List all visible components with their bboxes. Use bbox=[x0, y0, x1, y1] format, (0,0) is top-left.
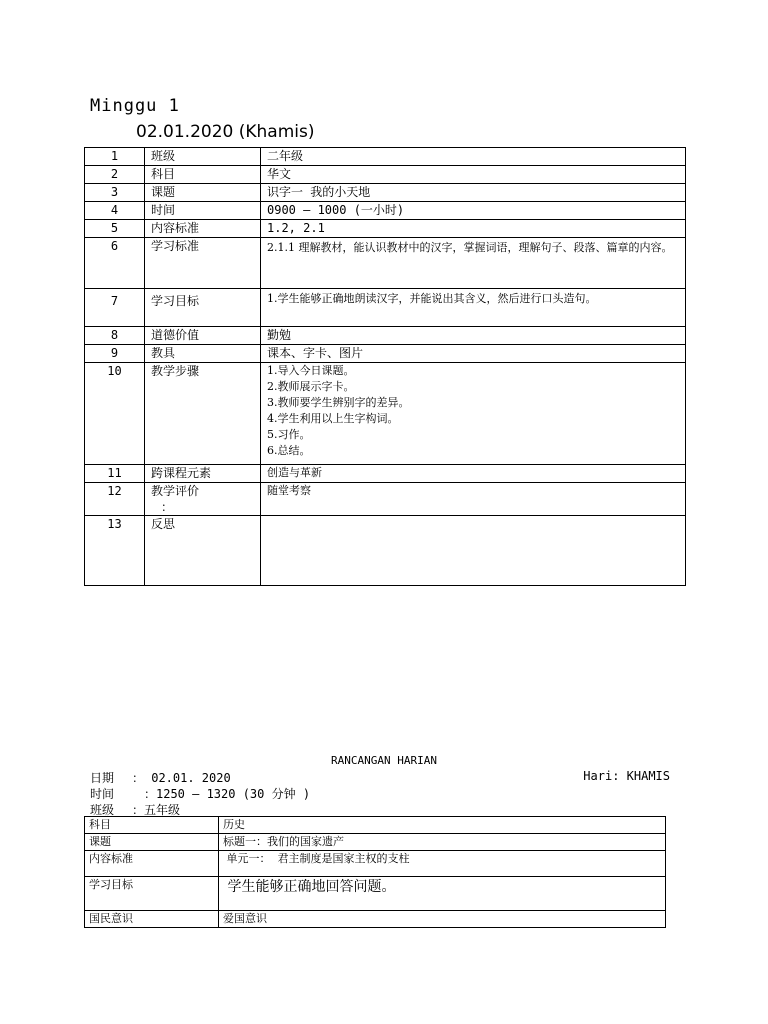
date-heading: 02.01.2020 (Khamis) bbox=[136, 122, 315, 142]
row-label bbox=[145, 483, 261, 516]
table-row bbox=[85, 148, 686, 166]
row-value: 随堂考察 bbox=[261, 483, 686, 516]
row-number: 12 bbox=[85, 483, 145, 516]
row-number: 5 bbox=[85, 220, 145, 238]
step-item: 5.习作。 bbox=[267, 428, 311, 441]
row-value: 创造与革新 bbox=[261, 465, 686, 483]
daily-plan-title: RANCANGAN HARIAN bbox=[331, 754, 437, 767]
row-label: 内容标准 bbox=[85, 851, 219, 877]
class-value: ：五年级 bbox=[132, 803, 181, 817]
row-value: 0900 – 1000 (一小时) bbox=[261, 202, 686, 220]
table-row bbox=[85, 834, 666, 851]
row-number: 6 bbox=[85, 238, 145, 289]
row-value: 历史 bbox=[219, 817, 666, 834]
row-label: 道德价值 bbox=[145, 327, 261, 345]
row-value: 勤勉 bbox=[261, 327, 686, 345]
step-item: 1.导入今日课题。 bbox=[267, 364, 355, 377]
row-label: 科目 bbox=[145, 166, 261, 184]
row-label: 课题 bbox=[145, 184, 261, 202]
row-value: 1.学生能够正确地朗读汉字，并能说出其含义，然后进行口头造句。 bbox=[261, 289, 686, 327]
table-row bbox=[85, 465, 686, 483]
table-row bbox=[85, 327, 686, 345]
row-value: 爱国意识 bbox=[219, 911, 666, 928]
row-value: 二年级 bbox=[261, 148, 686, 166]
teaching-steps bbox=[261, 363, 686, 465]
date-label: 日期 bbox=[90, 771, 115, 785]
table-row bbox=[85, 817, 666, 834]
row-value bbox=[261, 516, 686, 586]
table-row bbox=[85, 345, 686, 363]
table-row bbox=[85, 220, 686, 238]
row-label-suffix: ： bbox=[161, 500, 174, 514]
row-value: 识字一 我的小天地 bbox=[261, 184, 686, 202]
row-label: 国民意识 bbox=[85, 911, 219, 928]
row-value: 2.1.1 理解教材，能认识教材中的汉字，掌握词语，理解句子、段落、篇章的内容。 bbox=[261, 238, 686, 289]
step-item: 3.教师要学生辨别字的差异。 bbox=[267, 396, 410, 409]
table-row bbox=[85, 483, 686, 516]
row-label: 反思 bbox=[145, 516, 261, 586]
class-label: 班级 bbox=[90, 803, 115, 817]
row-value: 1.2, 2.1 bbox=[261, 220, 686, 238]
step-item: 4.学生利用以上生字构词。 bbox=[267, 412, 399, 425]
date-value: ： 02.01. 2020 bbox=[132, 771, 231, 785]
row-label: 学习目标 bbox=[85, 877, 219, 911]
table-row bbox=[85, 166, 686, 184]
table-row bbox=[85, 238, 686, 289]
daily-plan-table bbox=[84, 816, 666, 928]
table-row bbox=[85, 363, 686, 465]
row-label: 科目 bbox=[85, 817, 219, 834]
row-label: 教学步骤 bbox=[145, 363, 261, 465]
table-row bbox=[85, 184, 686, 202]
row-label: 时间 bbox=[145, 202, 261, 220]
row-number: 9 bbox=[85, 345, 145, 363]
row-label: 班级 bbox=[145, 148, 261, 166]
row-value: 学生能够正确地回答问题。 bbox=[219, 877, 666, 911]
row-label: 跨课程元素 bbox=[145, 465, 261, 483]
step-item: 6.总结。 bbox=[267, 444, 311, 457]
row-number: 11 bbox=[85, 465, 145, 483]
row-number: 2 bbox=[85, 166, 145, 184]
step-item: 2.教师展示字卡。 bbox=[267, 380, 355, 393]
table-row bbox=[85, 202, 686, 220]
row-value: 标题一：我们的国家遗产 bbox=[219, 834, 666, 851]
day-value: Hari: KHAMIS bbox=[583, 769, 670, 783]
row-label: 课题 bbox=[85, 834, 219, 851]
row-value: 华文 bbox=[261, 166, 686, 184]
row-label: 学习目标 bbox=[145, 289, 261, 327]
time-value: ：1250 – 1320 (30 分钟 ) bbox=[144, 787, 311, 801]
row-label: 教具 bbox=[145, 345, 261, 363]
row-number: 8 bbox=[85, 327, 145, 345]
row-number: 13 bbox=[85, 516, 145, 586]
table-row bbox=[85, 877, 666, 911]
row-number: 3 bbox=[85, 184, 145, 202]
week-heading: Minggu 1 bbox=[90, 96, 180, 116]
row-number: 7 bbox=[85, 289, 145, 327]
time-label: 时间 bbox=[90, 787, 115, 801]
table-row bbox=[85, 911, 666, 928]
row-label-text: 教学评价 bbox=[151, 484, 200, 498]
row-value: 单元一： 君主制度是国家主权的支柱 bbox=[219, 851, 666, 877]
row-label: 内容标准 bbox=[145, 220, 261, 238]
table-row bbox=[85, 516, 686, 586]
row-number: 10 bbox=[85, 363, 145, 465]
row-value: 课本、字卡、图片 bbox=[261, 345, 686, 363]
lesson-plan-table bbox=[84, 147, 686, 586]
table-row bbox=[85, 851, 666, 877]
row-number: 1 bbox=[85, 148, 145, 166]
row-number: 4 bbox=[85, 202, 145, 220]
table-row bbox=[85, 289, 686, 327]
row-label: 学习标准 bbox=[145, 238, 261, 289]
